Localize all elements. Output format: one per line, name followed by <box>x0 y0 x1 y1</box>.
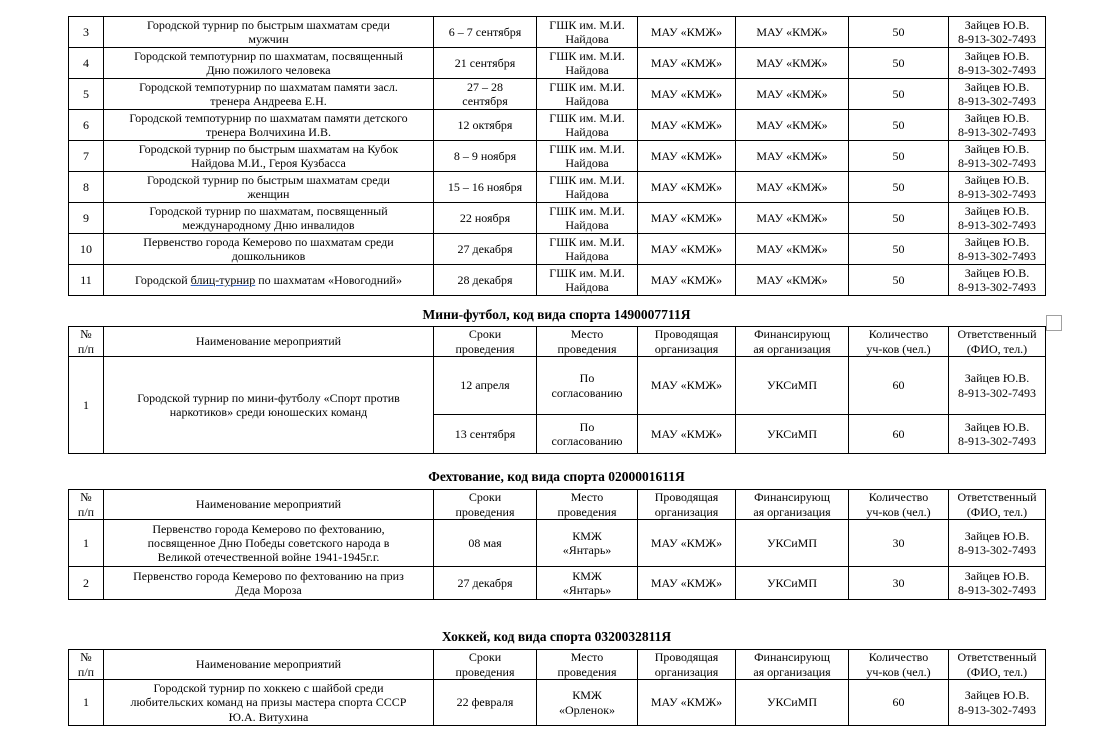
responsible-name: Зайцев Ю.В. <box>964 172 1030 187</box>
text-line: Найдова <box>565 249 609 263</box>
cell-responsible <box>949 141 1046 172</box>
text-line: Городской турнир по мини-футболу «Спорт против <box>137 390 400 405</box>
text-line: По <box>579 419 595 434</box>
cell-responsible <box>949 567 1046 600</box>
cell-organizer: МАУ «КМЖ» <box>638 567 736 600</box>
cell-place <box>537 567 638 600</box>
text-line: уч-ков (чел.) <box>866 504 931 519</box>
text-line: Найдова <box>565 125 609 139</box>
section-title-minifootball: Мини-футбол, код вида спорта 1490007711Я <box>422 307 691 322</box>
text-line: ГШК им. М.И. <box>549 141 625 156</box>
responsible-name: Зайцев Ю.В. <box>964 110 1030 125</box>
text-line: Первенство города Кемерово по фехтованию на приз <box>133 568 404 583</box>
text-line: Первенство города Кемерово по шахматам среди <box>143 234 394 249</box>
text-line: Место <box>570 490 604 505</box>
table-row <box>69 48 1046 79</box>
responsible-phone: 8-913-302-7493 <box>958 280 1036 294</box>
cell-name <box>104 48 434 79</box>
cell-responsible <box>949 172 1046 203</box>
cell-count: 50 <box>849 48 949 79</box>
header-num <box>69 490 104 520</box>
header-count <box>849 327 949 357</box>
cell-place <box>537 234 638 265</box>
header-responsible <box>949 490 1046 520</box>
responsible-name: Зайцев Ю.В. <box>964 528 1030 543</box>
cell-organizer: МАУ «КМЖ» <box>638 110 736 141</box>
text-line: Деда Мороза <box>235 583 302 597</box>
cell-funder: МАУ «КМЖ» <box>736 265 849 296</box>
header-count <box>849 650 949 680</box>
text-line: Проводящая <box>654 650 719 665</box>
header-organizer <box>638 490 736 520</box>
text-line: ГШК им. М.И. <box>549 17 625 32</box>
table-row <box>69 234 1046 265</box>
table-row <box>69 567 1046 600</box>
responsible-phone: 8-913-302-7493 <box>958 583 1036 597</box>
cell-funder: МАУ «КМЖ» <box>736 234 849 265</box>
cell-funder: МАУ «КМЖ» <box>736 17 849 48</box>
cell-count: 50 <box>849 172 949 203</box>
table-row <box>69 680 1046 726</box>
text-line: Дню пожилого человека <box>206 63 331 77</box>
cell-place <box>537 415 638 454</box>
text-line: Городской темпотурнир по шахматам памяти засл. <box>139 79 398 94</box>
cell-count: 60 <box>849 357 949 415</box>
cell-responsible <box>949 415 1046 454</box>
cell-organizer: МАУ «КМЖ» <box>638 680 736 726</box>
cell-place <box>537 172 638 203</box>
cell-num: 10 <box>69 234 104 265</box>
cell-name <box>104 265 434 296</box>
table-row <box>69 172 1046 203</box>
cell-dates: 21 сентября <box>434 48 537 79</box>
text-line: организация <box>654 504 719 519</box>
text-line: п/п <box>77 341 95 356</box>
responsible-name: Зайцев Ю.В. <box>964 265 1030 280</box>
cell-num: 11 <box>69 265 104 296</box>
cell-funder: УКСиМП <box>736 680 849 726</box>
text-segment: по шахматам «Новогодний» <box>255 272 402 287</box>
text-line: Городской турнир по быстрым шахматам на Кубок <box>138 141 399 156</box>
text-segment: Городской <box>135 272 191 287</box>
responsible-phone: 8-913-302-7493 <box>958 125 1036 139</box>
cell-num: 8 <box>69 172 104 203</box>
text-line: согласованию <box>551 434 623 448</box>
cell-organizer: МАУ «КМЖ» <box>638 141 736 172</box>
cell-place <box>537 17 638 48</box>
responsible-name: Зайцев Ю.В. <box>964 79 1030 94</box>
text-line: Найдова <box>565 187 609 201</box>
responsible-phone: 8-913-302-7493 <box>958 94 1036 108</box>
cell-place <box>537 357 638 415</box>
cell-name <box>104 17 434 48</box>
text-line: «Янтарь» <box>562 583 612 597</box>
text-line: Найдова <box>565 218 609 232</box>
cell-name <box>104 680 434 726</box>
responsible-phone: 8-913-302-7493 <box>958 218 1036 232</box>
text-line: Количество <box>868 650 929 665</box>
responsible-name: Зайцев Ю.В. <box>964 17 1030 32</box>
table-row <box>69 17 1046 48</box>
text-line: наркотиков» среди юношеских команд <box>169 405 368 419</box>
responsible-name: Зайцев Ю.В. <box>964 568 1030 583</box>
header-funder <box>736 490 849 520</box>
text-line: тренера Волчихина И.В. <box>206 125 331 139</box>
checkbox-placeholder <box>1046 315 1062 331</box>
header-funder <box>736 327 849 357</box>
cell-name <box>104 567 434 600</box>
header-row <box>69 650 1046 680</box>
cell-dates: 15 – 16 ноября <box>434 172 537 203</box>
cell-place <box>537 48 638 79</box>
table-row <box>69 265 1046 296</box>
text-line: проведения <box>455 341 515 356</box>
cell-name <box>104 520 434 567</box>
cell-num: 6 <box>69 110 104 141</box>
responsible-phone: 8-913-302-7493 <box>958 63 1036 77</box>
responsible-name: Зайцев Ю.В. <box>964 371 1030 386</box>
cell-count: 60 <box>849 680 949 726</box>
cell-place <box>537 79 638 110</box>
responsible-phone: 8-913-302-7493 <box>958 187 1036 201</box>
text-line: Городской темпотурнир по шахматам памяти детского <box>129 110 408 125</box>
cell-name <box>104 110 434 141</box>
cell-dates: 6 – 7 сентября <box>434 17 537 48</box>
text-line: проведения <box>557 341 617 356</box>
text-line: КМЖ <box>572 528 602 543</box>
responsible-name: Зайцев Ю.В. <box>964 48 1030 63</box>
header-place <box>537 490 638 520</box>
cell-dates: 27 декабря <box>434 567 537 600</box>
cell-place <box>537 680 638 726</box>
cell-dates: 08 мая <box>434 520 537 567</box>
text-line: Великой отечественной войне 1941-1945г.г. <box>157 550 380 565</box>
header-funder <box>736 650 849 680</box>
section-title-fencing: Фехтование, код вида спорта 0200001611Я <box>428 469 685 484</box>
text-line: Городской турнир по хоккею с шайбой среди <box>153 681 384 696</box>
responsible-phone: 8-913-302-7493 <box>958 156 1036 170</box>
cell-name <box>104 79 434 110</box>
text-line: уч-ков (чел.) <box>866 341 931 356</box>
cell-dates: 22 ноября <box>434 203 537 234</box>
text-line: Городской турнир по быстрым шахматам среди <box>147 17 390 32</box>
header-organizer <box>638 327 736 357</box>
text-line: Количество <box>868 490 929 505</box>
text-line: Городской темпотурнир по шахматам, посвященный <box>134 48 403 63</box>
cell-name <box>104 234 434 265</box>
text-line: Количество <box>868 327 929 342</box>
header-count <box>849 490 949 520</box>
chess-schedule-table <box>68 16 1046 296</box>
text-line: ГШК им. М.И. <box>549 234 625 249</box>
text-line: Найдова <box>565 280 609 294</box>
cell-num: 7 <box>69 141 104 172</box>
cell-name <box>104 172 434 203</box>
text-line: уч-ков (чел.) <box>866 664 931 679</box>
text-line: 27 – 28 <box>467 79 503 94</box>
table-row <box>69 357 1046 415</box>
text-line: (ФИО, тел.) <box>966 504 1028 519</box>
text-line: Финансирующ <box>754 327 830 342</box>
minifootball-table <box>68 326 1046 454</box>
fencing-table <box>68 489 1046 600</box>
text-line: № <box>80 650 92 665</box>
cell-responsible <box>949 17 1046 48</box>
text-line: (ФИО, тел.) <box>966 664 1028 679</box>
text-line: ая организация <box>753 504 831 519</box>
responsible-phone: 8-913-302-7493 <box>958 434 1036 448</box>
table-row <box>69 520 1046 567</box>
cell-count: 50 <box>849 203 949 234</box>
cell-count: 60 <box>849 415 949 454</box>
header-place <box>537 650 638 680</box>
cell-responsible <box>949 203 1046 234</box>
cell-count: 30 <box>849 520 949 567</box>
responsible-phone: 8-913-302-7493 <box>958 702 1036 717</box>
text-line: Сроки <box>468 650 502 665</box>
cell-funder: УКСиМП <box>736 567 849 600</box>
cell-organizer: МАУ «КМЖ» <box>638 172 736 203</box>
text-line: КМЖ <box>572 688 602 703</box>
text-line: Первенство города Кемерово по фехтованию, <box>152 521 385 536</box>
text-line: ГШК им. М.И. <box>549 172 625 187</box>
responsible-phone: 8-913-302-7493 <box>958 32 1036 46</box>
cell-responsible <box>949 234 1046 265</box>
cell-place <box>537 203 638 234</box>
text-line: Ответственный <box>957 490 1037 505</box>
cell-funder: МАУ «КМЖ» <box>736 141 849 172</box>
text-line: дошкольников <box>231 249 306 263</box>
table-row <box>69 79 1046 110</box>
header-row <box>69 327 1046 357</box>
text-line: ГШК им. М.И. <box>549 203 625 218</box>
cell-funder: МАУ «КМЖ» <box>736 110 849 141</box>
cell-responsible <box>949 48 1046 79</box>
text-line: Ответственный <box>957 650 1037 665</box>
cell-count: 50 <box>849 79 949 110</box>
text-line: Сроки <box>468 327 502 342</box>
cell-num: 3 <box>69 17 104 48</box>
cell-count: 50 <box>849 110 949 141</box>
table-row <box>69 110 1046 141</box>
section-title-hockey: Хоккей, код вида спорта 0320032811Я <box>441 629 672 644</box>
header-responsible <box>949 327 1046 357</box>
text-line: Проводящая <box>654 490 719 505</box>
cell-organizer: МАУ «КМЖ» <box>638 234 736 265</box>
cell-organizer: МАУ «КМЖ» <box>638 79 736 110</box>
responsible-phone: 8-913-302-7493 <box>958 249 1036 263</box>
text-line: № <box>80 490 92 505</box>
header-name: Наименование мероприятий <box>104 650 434 680</box>
cell-responsible <box>949 680 1046 726</box>
cell-funder: УКСиМП <box>736 357 849 415</box>
text-line: ГШК им. М.И. <box>549 79 625 94</box>
text-line: Место <box>570 650 604 665</box>
cell-responsible <box>949 79 1046 110</box>
text-line: женщин <box>247 187 290 201</box>
text-line: Место <box>570 327 604 342</box>
cell-dates: 27 декабря <box>434 234 537 265</box>
text-line: посвященное Дню Победы советского народа в <box>147 535 390 550</box>
hockey-table <box>68 649 1046 726</box>
cell-responsible <box>949 520 1046 567</box>
cell-responsible <box>949 357 1046 415</box>
responsible-name: Зайцев Ю.В. <box>964 688 1030 703</box>
cell-place <box>537 141 638 172</box>
text-line: Проводящая <box>654 327 719 342</box>
blitz-tournament-link[interactable]: блиц-турнир <box>190 272 256 287</box>
cell-count: 30 <box>849 567 949 600</box>
cell-funder: УКСиМП <box>736 415 849 454</box>
responsible-name: Зайцев Ю.В. <box>964 141 1030 156</box>
header-dates <box>434 327 537 357</box>
cell-dates: 8 – 9 ноября <box>434 141 537 172</box>
text-line: По <box>579 371 595 386</box>
cell-dates <box>434 79 537 110</box>
text-line: проведения <box>557 504 617 519</box>
cell-organizer: МАУ «КМЖ» <box>638 17 736 48</box>
cell-num: 1 <box>69 520 104 567</box>
cell-funder: УКСиМП <box>736 520 849 567</box>
text-line: Найдова <box>565 63 609 77</box>
text-line: проведения <box>557 664 617 679</box>
header-num <box>69 650 104 680</box>
cell-count: 50 <box>849 265 949 296</box>
text-line: проведения <box>455 504 515 519</box>
cell-num: 9 <box>69 203 104 234</box>
text-line: проведения <box>455 664 515 679</box>
responsible-name: Зайцев Ю.В. <box>964 419 1030 434</box>
header-num <box>69 327 104 357</box>
cell-count: 50 <box>849 234 949 265</box>
cell-organizer: МАУ «КМЖ» <box>638 203 736 234</box>
text-line: Ответственный <box>957 327 1037 342</box>
text-line: организация <box>654 341 719 356</box>
cell-place <box>537 265 638 296</box>
text-line: согласованию <box>551 385 623 400</box>
cell-funder: МАУ «КМЖ» <box>736 172 849 203</box>
text-line: тренера Андреева Е.Н. <box>210 94 327 108</box>
text-line: Ю.А. Витухина <box>228 709 309 724</box>
table-row <box>69 203 1046 234</box>
cell-organizer: МАУ «КМЖ» <box>638 520 736 567</box>
text-line: ГШК им. М.И. <box>549 110 625 125</box>
table-row <box>69 141 1046 172</box>
text-line: № <box>80 327 92 342</box>
text-line: ГШК им. М.И. <box>549 48 625 63</box>
text-line: Найдова <box>565 156 609 170</box>
header-name: Наименование мероприятий <box>104 490 434 520</box>
cell-num: 4 <box>69 48 104 79</box>
cell-funder: МАУ «КМЖ» <box>736 203 849 234</box>
cell-organizer: МАУ «КМЖ» <box>638 48 736 79</box>
cell-name <box>104 203 434 234</box>
text-line: ая организация <box>753 664 831 679</box>
cell-funder: МАУ «КМЖ» <box>736 48 849 79</box>
header-dates <box>434 650 537 680</box>
header-responsible <box>949 650 1046 680</box>
cell-dates: 12 апреля <box>434 357 537 415</box>
text-line: Городской турнир по быстрым шахматам среди <box>147 172 390 187</box>
cell-dates: 22 февраля <box>434 680 537 726</box>
cell-num: 2 <box>69 567 104 600</box>
text-line: Найдова <box>565 32 609 46</box>
cell-place <box>537 110 638 141</box>
header-place <box>537 327 638 357</box>
cell-dates: 28 декабря <box>434 265 537 296</box>
text-line: Финансирующ <box>754 490 830 505</box>
text-line: международному Дню инвалидов <box>182 218 355 232</box>
text-line: Найдова М.И., Героя Кузбасса <box>191 156 346 170</box>
text-line: п/п <box>77 664 95 679</box>
responsible-name: Зайцев Ю.В. <box>964 203 1030 218</box>
text-line: организация <box>654 664 719 679</box>
header-dates <box>434 490 537 520</box>
text-line: «Янтарь» <box>562 543 612 557</box>
cell-responsible <box>949 265 1046 296</box>
header-name: Наименование мероприятий <box>104 327 434 357</box>
header-organizer <box>638 650 736 680</box>
cell-responsible <box>949 110 1046 141</box>
text-line: «Орленок» <box>558 702 616 717</box>
cell-name <box>104 357 434 454</box>
cell-count: 50 <box>849 141 949 172</box>
cell-place <box>537 520 638 567</box>
text-line: КМЖ <box>572 568 602 583</box>
cell-dates: 13 сентября <box>434 415 537 454</box>
responsible-name: Зайцев Ю.В. <box>964 234 1030 249</box>
responsible-phone: 8-913-302-7493 <box>958 543 1036 557</box>
cell-dates: 12 октября <box>434 110 537 141</box>
text-line: любительских команд на призы мастера спорта СССР <box>130 695 407 710</box>
text-line: ГШК им. М.И. <box>549 265 625 280</box>
text-line: мужчин <box>248 32 289 46</box>
text-line: Финансирующ <box>754 650 830 665</box>
cell-num: 1 <box>69 357 104 454</box>
text-line: (ФИО, тел.) <box>966 341 1028 356</box>
header-row <box>69 490 1046 520</box>
cell-num: 5 <box>69 79 104 110</box>
cell-name <box>104 141 434 172</box>
cell-organizer: МАУ «КМЖ» <box>638 265 736 296</box>
text-line: ая организация <box>753 341 831 356</box>
responsible-phone: 8-913-302-7493 <box>958 385 1036 400</box>
text-line: Найдова <box>565 94 609 108</box>
text-line: сентября <box>462 94 508 108</box>
cell-funder: МАУ «КМЖ» <box>736 79 849 110</box>
text-line: п/п <box>77 504 95 519</box>
cell-organizer: МАУ «КМЖ» <box>638 357 736 415</box>
cell-num: 1 <box>69 680 104 726</box>
cell-organizer: МАУ «КМЖ» <box>638 415 736 454</box>
text-line: Городской турнир по шахматам, посвященный <box>149 203 388 218</box>
cell-count: 50 <box>849 17 949 48</box>
text-line: Сроки <box>468 490 502 505</box>
